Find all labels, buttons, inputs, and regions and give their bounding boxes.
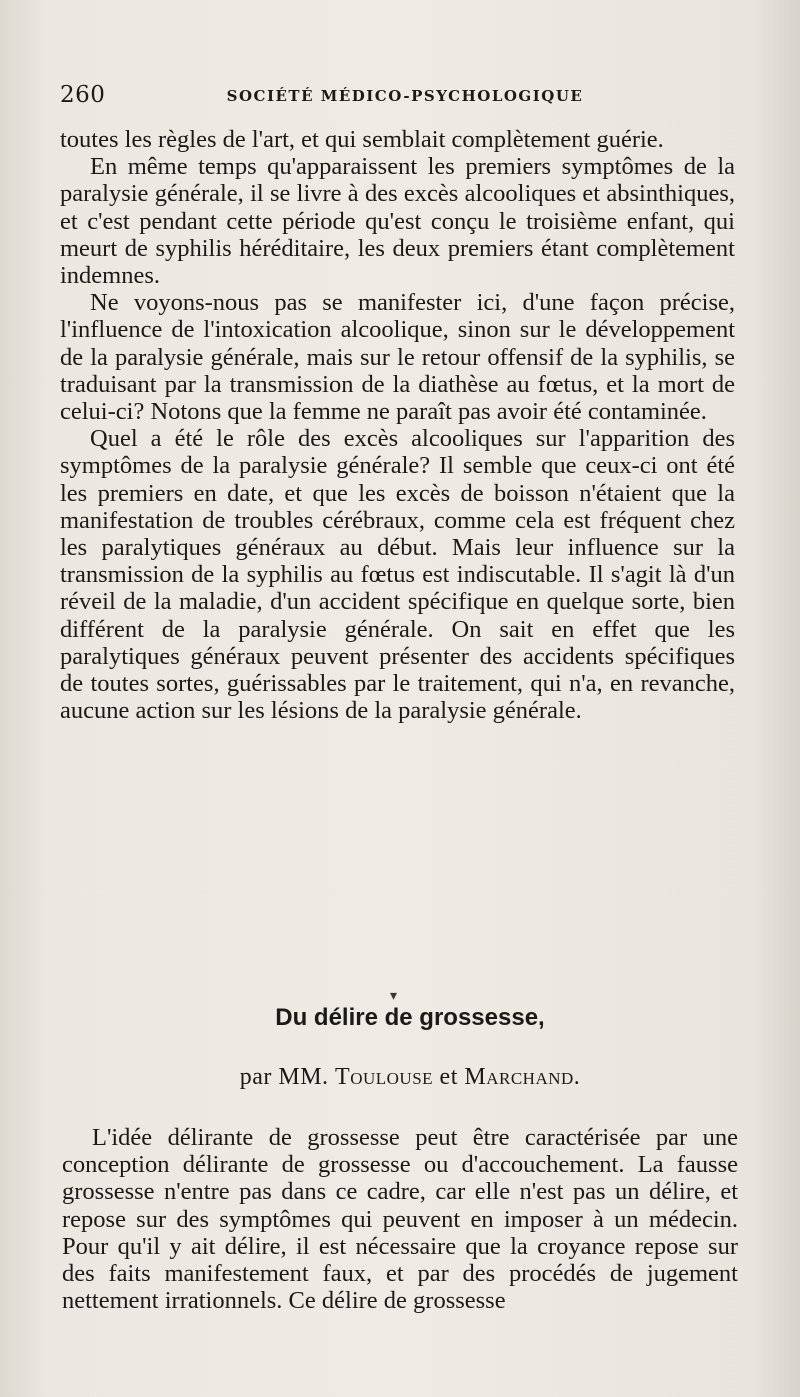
byline-prefix: par MM. bbox=[239, 1064, 329, 1090]
ink-mark-icon: ▾ bbox=[390, 988, 398, 1004]
page-header bbox=[60, 82, 740, 118]
text-block-article bbox=[62, 1124, 738, 1364]
paragraph: L'idée délirante de grossesse peut être caractérisée par une conception délirante de grossesse ou d'accouchement. La fausse grossesse n'entre pas dans ce cadre, car elle n'est pas un délire, et repose sur des symptômes qui peuvent en imposer à un médecin. Pour qu'il y ait délire, il est nécessaire que la croyance repose sur des faits manifestement faux, et par des procédés de jugement nettement irrationnels. Ce délire de grossesse bbox=[62, 1124, 738, 1315]
page-number: 260 bbox=[60, 82, 106, 108]
author-name: Toulouse bbox=[335, 1064, 434, 1090]
paragraph: Ne voyons-nous pas se manifester ici, d'une façon précise, l'influence de l'intoxication alcoolique, sinon sur le développement de la paralysie générale, mais sur le retour offensif de la syphilis, se traduisant par la transmission de la diathèse au fœtus, et la mort de celui-ci? Notons que la femme ne paraît pas avoir été contaminée. bbox=[60, 289, 735, 426]
author-name: Marchand. bbox=[464, 1064, 581, 1090]
paragraph: Quel a été le rôle des excès alcooliques sur l'apparition des symptômes de la paralysie générale? Il semble que ceux-ci ont été les premiers en date, et que les excès de boisson n'étaient que la manifestation de troubles cérébraux, comme cela est fréquent chez les paralytiques généraux au début. Mais leur influence sur la transmission de la syphilis au fœtus est indiscutable. Il s'agit là d'un réveil de la maladie, d'un accident spécifique en quelque sorte, bien différent de la paralysie générale. On sait en effet que les paralytiques généraux peuvent présenter des accidents spécifiques de toutes sortes, guérissables par le traitement, qui n'a, en revanche, aucune action sur les lésions de la paralysie générale. bbox=[60, 425, 735, 725]
byline-conjunction: et bbox=[439, 1064, 458, 1090]
running-head: SOCIÉTÉ MÉDICO-PSYCHOLOGIQUE bbox=[226, 87, 584, 105]
paragraph: En même temps qu'apparaissent les premiers symptômes de la paralysie générale, il se livre à des excès alcooliques et absinthiques, et c'est pendant cette période qu'est conçu le troisième enfant, qui meurt de syphilis héréditaire, les deux premiers étant complètement indemnes. bbox=[60, 153, 735, 290]
paragraph: toutes les règles de l'art, et qui semblait complètement guérie. bbox=[60, 126, 664, 153]
article-byline bbox=[0, 1064, 800, 1091]
text-block-continuation bbox=[60, 126, 735, 972]
article-title: Du délire de grossesse, bbox=[275, 1004, 545, 1031]
